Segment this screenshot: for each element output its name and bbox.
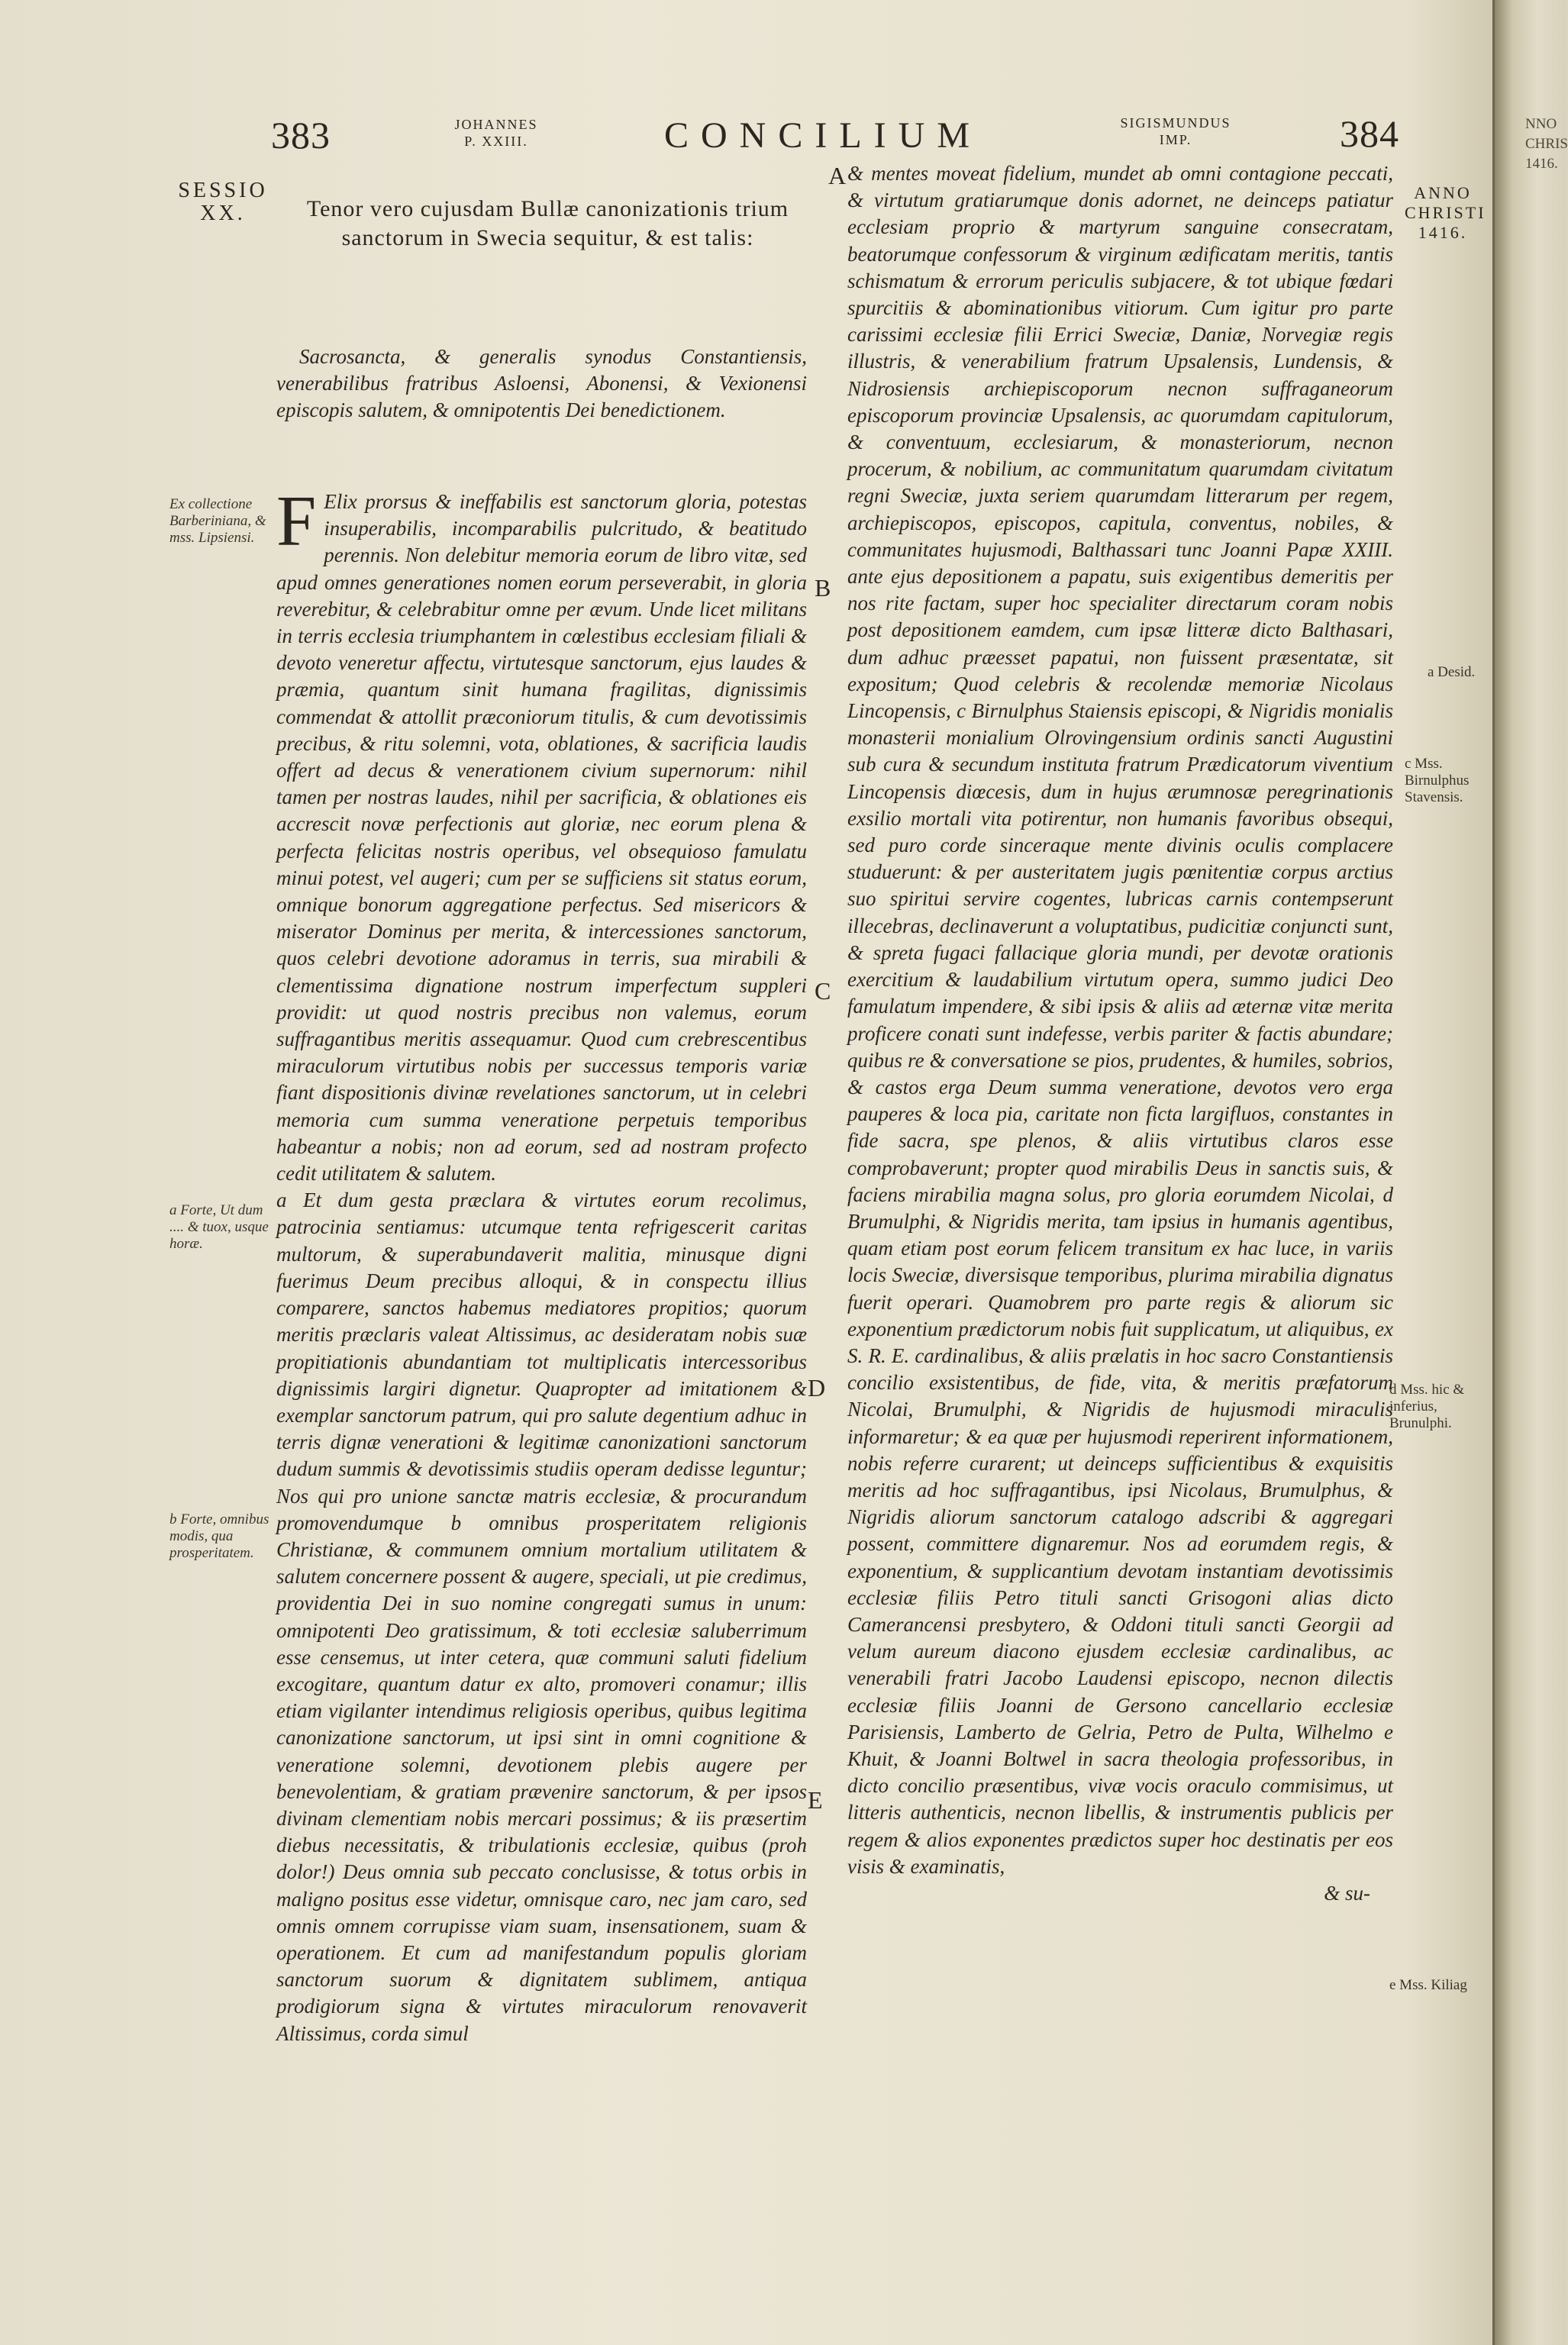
right-paragraph: & mentes moveat fidelium, mundet ab omni contagione peccati, & virtutum gratiarumque donis adornet, ne deinceps patiatur ecclesiam proprio & martyrum sanguine consecratam, beatorumque confessorum & virginum ædificatam meritis, tantis schismatum & errorum periculis subjacere, & tot ubique fœdari spurcitiis & abominationibus vitiorum. Cum igitur pro parte carissimi ecclesiæ filii Errici Sweciæ, Daniæ, Norvegiæ regis illustris, & venerabilium fratrum Upsalensis, Lundensis, & Nidrosiensis archiepiscoporum necnon suffraganeorum episcoporum provinciæ Upsalensis, ac quorumdam capitulorum, & conventuum, ecclesiarum, & monasteriorum, necnon procerum, & nobilium, ac communitatum quarumdam civitatum regni Sweciæ, juxta seriem quarumdam litterarum per regem, archiepiscopos, episcopos, capitula, conventus, nobiles, & communitates hujusmodi, Balthassari tunc Joanni Papæ XXIII. ante ejus depositionem a papatu, suis exigentibus demeritis per nos rite factam, super hoc specialiter directarum coram nobis post depositionem eamdem, cum ipsæ litteræ dicto Balthasari, dum adhuc præesset papatui, non fuissent præsentatæ, sit expositum; Quod celebris & recolendæ memoriæ Nicolaus Lincopensis, c Birnulphus Staiensis episcopi, & Nigridis monialis monasterii monialium Olrovingensium ordinis sancti Augustini sub cura & secundum instituta fratrum Prædicatorum viventium Lincopensis diœcesis, dum in hujus ærumnosæ peregrinationis exsilio mortali vita potirentur, non humanis favoribus obsequi, sed puro corde sinceraque mente divinis oculis complacere studuerunt: & per austeritatem jugis pœnitentiæ corpus arctius suo spiritui servire cogentes, lubricas carnis contempserunt illecebras, declinaverunt a voluptatibus, pudicitiæ conjuncti sunt, & spreta fugaci fallacique gloria mundi, per devotæ orationis exercitium & laudabilium virtutum opera, summo judici Deo famulatum impendere, & sibi ipsis & aliis ad æternæ vitæ merita proficere conati sunt indefesse, verbis pariter & factis abundare; quibus re & conversatione se pios, prudentes, & humiles, sobrios, & castos erga Deum summa veneratione, devotos vero erga pauperes & loca pia, caritate non ficta largifluos, constantes in fide sacra, spe plenos, & aliis virtutibus claros esse comprobaverunt; propter quod mirabilis Deus in sanctis suis, & faciens mirabilia magna solus, pro gloria eorumdem Nicolai, d Brumulphi, & Nigridis merita, tam ipsius in humanis agentibus, quam etiam post eorum felicem transitum ex hac luce, in variis locis Sweciæ, diversisque temporibus, plurima mirabilia dignatus fuerit operari. Quamobrem pro parte regis & aliorum sic exponentium prædictorum nobis fuit supplicatum, ut aliquibus, ex S. R. E. cardinalibus, & aliis prælatis in hoc sacro Constantiensis concilio exsistentibus, de fide, vita, & meritis præfatorum Nicolai, Brumulphi, & Nigridis de hujusmodi miraculis informaretur; & ea quæ per hujusmodi reperirent informationem, nobis referre curarent; ut deinceps sufficientibus & exquisitis meritis ad hoc suffragantibus, ipsi Nicolaus, Brumulphus, & Nigridis aliorum sanctorum catalogo adscribi & aggregari possent, committere dignaremur. Nos ad eorumdem regis, & exponentium, & supplicantium devotam instantiam devotissimis ecclesiæ filiis Petro tituli sancti Grisogoni alias dicto Camerancensi presbytero, & Oddoni tituli sancti Georgii ad velum aureum diacono ejusdem ecclesiæ cardinalibus, ac venerabili fratri Jacobo Laudensi episcopo, necnon dilectis ecclesiæ filiis Joanni de Gersono cancellario ecclesiæ Parisiensis, Lamberto de Gelria, Petro de Pulta, Wilhelmo e Khuit, & Joanni Boltwel in sacra theologia professoribus, in dicto concilio præsentibus, vivæ vocis oraculo commisimus, ut litteris authenticis, necnon libellis, & instrumentis publicis per regem & alios exponentes prædictos super hoc destinatis per eos visis & examinatis, — [847, 162, 1393, 1878]
adjacent-page-edge — [1492, 0, 1566, 2345]
session-label — [169, 179, 276, 225]
year-note-anno: ANNO — [1414, 183, 1472, 202]
right-text-column — [847, 160, 1393, 1907]
section-letter-c: C — [815, 977, 831, 1005]
left-running-head — [424, 116, 569, 150]
margin-note-source: Ex collectione Barberiniana, & mss. Lipsiensi. — [169, 496, 266, 546]
running-head-emperor-title: IMP. — [1159, 132, 1192, 147]
paragraph-felix — [276, 482, 807, 1187]
bull-heading: Tenor vero cujusdam Bullæ canonizationis trium sanctorum in Swecia sequitur, & est talis: — [306, 196, 789, 250]
section-letter-b: B — [815, 574, 831, 602]
section-letter-e: E — [808, 1786, 823, 1814]
running-head-pope-title: P. XXIII. — [464, 134, 528, 149]
left-page-number: 383 — [271, 114, 331, 156]
running-head-pope: JOHANNES — [454, 117, 538, 132]
year-note — [1405, 183, 1486, 243]
margin-note-b: b Forte, omnibus modis, qua prosperitatem. — [169, 1511, 269, 1561]
section-letter-a: A — [828, 162, 847, 189]
year-note-year: 1416. — [1418, 223, 1468, 242]
margin-note-d: d Mss. hic & inferius, Brunulphi. — [1389, 1382, 1465, 1431]
margin-note-c: c Mss. Birnulphus Stavensis. — [1405, 756, 1470, 805]
margin-note-desid: a Desid. — [1428, 664, 1476, 680]
left-text-column — [276, 482, 807, 2047]
paragraph-et-dum: a Et dum gesta præclara & virtutes eorum recolimus, patrocinia sentiamus: utcumque tenta refrigescerit caritas multorum, & superabundaverit malitia, minusque digni fuerimus Deum precibus alloqui, & in conspectu illius comparere, sanctos habemus mediatores propitios; quorum meritis præclaris valeat Altissimus, ac desideratam nobis suæ propitiationis abundantiam tot multiplicatis intercessoribus dignissimis largiri dignetur. Quapropter ad imitationem & exemplar sanctorum patrum, qui pro salute degentium adhuc in terris dignæ venerationi & legitimæ canonizationi sanctorum dudum summis & devotissimis studiis operam dedisse leguntur; Nos qui pro unione sanctæ matris ecclesiæ, & procurandum promovendumque b omnibus prosperitatem religionis Christianæ, & communem omnium mortalium utilitatem & salutem concernere possent & augere, speciali, ut pie credimus, providentia Dei in suo nomine congregati sumus in unum: omnipotenti Deo gratissimum, & toti ecclesiæ saluberrimum esse censemus, ut inter cetera, quæ communi saluti fidelium excogitare, quantum datur ex alto, promoveri conamur; illis etiam vigilanter intendimus religiosis operibus, quibus legitima canonizatione sanctorum, ut ipsi sint in omni cognitione & veneratione solemni, devotionem plebis augere per benevolentiam, & gratiam prævenire sanctorum, & per ipsos divinam clementiam nobis mercari possimus; & iis præsertim diebus necessitatis, & tribulationis ecclesiæ, quibus (proh dolor!) Deus omnia sub peccato conclusisse, & totus orbis in maligno positus esse videtur, omnisque caro, nec jam caro, sed omnis omnem corrupisse viam suam, insensationem, suam & operationem. Et cum ad manifestandum populis gloriam sanctorum suorum & dignitatem sublimem, antiqua prodigiorum signa & virtutes miraculorum renovaverit Altissimus, corda simul — [276, 1189, 807, 2045]
page-title: CONCILIUM — [664, 115, 982, 156]
paragraph-felix-text: Elix prorsus & ineffabilis est sanctorum gloria, potestas insuperabilis, incomparabilis pulcritudo, & beatitudo perennis. Non delebitur memoria eorum de libro vitæ, sed apud omnes generationes nomen eorum perseverabit, in gloria reverebitur, & celebrabitur omne per ævum. Unde licet militans in terris ecclesia triumphantem in cœlestibus ecclesiam filiali & devoto veneretur affectu, virtutesque sanctorum, ejus laudes & præmia, quantum sinit humana fragilitas, dignissimis commendat & attollit præconiorum titulis, & cum devotissimis precibus, & ritu solemni, vota, oblationes, & sacrificia laudis offert ad decus & venerationem civium supernorum: nihil tamen per nostras laudes, nihil per sacrificia, & oblationes eis accrescit novæ perfectionis aut gloriæ, nec eorum plena & perfecta felicitas nostris operibus, vel obsequioso famulatu minui potest, vel augeri; cum per se sufficiens sit status eorum, omnique bonorum aggregatione perfectus. Sed misericors & miserator Dominus per merita, & intercessiones sanctorum, quos celebri devotione adoramus in terris, sua mirabili & clementissima dignatione nostrum imperfectum suppleri providit: ut quod nostris precibus non valemus, eorum suffragantibus meritis assequamur. Quod cum crebrescentibus miraculorum virtutibus nobis per successus temporis variæ fiant dispositionis divinæ revelationes sanctorum, ut in celebri memoria cum summa veneratione perpetuis temporibus habeantur a nobis; non ad eorum, sed ad nostram profecto cedit utilitatem & salutem. — [276, 490, 807, 1185]
catchword: & su- — [1324, 1882, 1370, 1905]
section-letter-d: D — [808, 1374, 826, 1402]
margin-note-a: a Forte, Ut dum .... & tuox, usque horæ. — [169, 1202, 269, 1252]
bull-salutation: Sacrosancta, & generalis synodus Constantiensis, venerabilibus fratribus Asloensi, Abonensi, & Vexionensi episcopis salutem, & omnipotentis Dei benedictionem. — [276, 345, 807, 422]
margin-note-e: e Mss. Kiliag — [1389, 1977, 1467, 1993]
adjacent-page-text: NNO CHRIS 1416. — [1525, 116, 1568, 172]
drop-cap: F — [276, 482, 317, 561]
running-head-emperor: SIGISMUNDUS — [1120, 115, 1231, 131]
year-note-christi: CHRISTI — [1405, 203, 1486, 222]
right-page-number: 384 — [1340, 112, 1399, 155]
right-running-head — [1088, 115, 1263, 148]
session-number: XX. — [200, 202, 246, 225]
session-word: SESSIO — [178, 179, 268, 202]
